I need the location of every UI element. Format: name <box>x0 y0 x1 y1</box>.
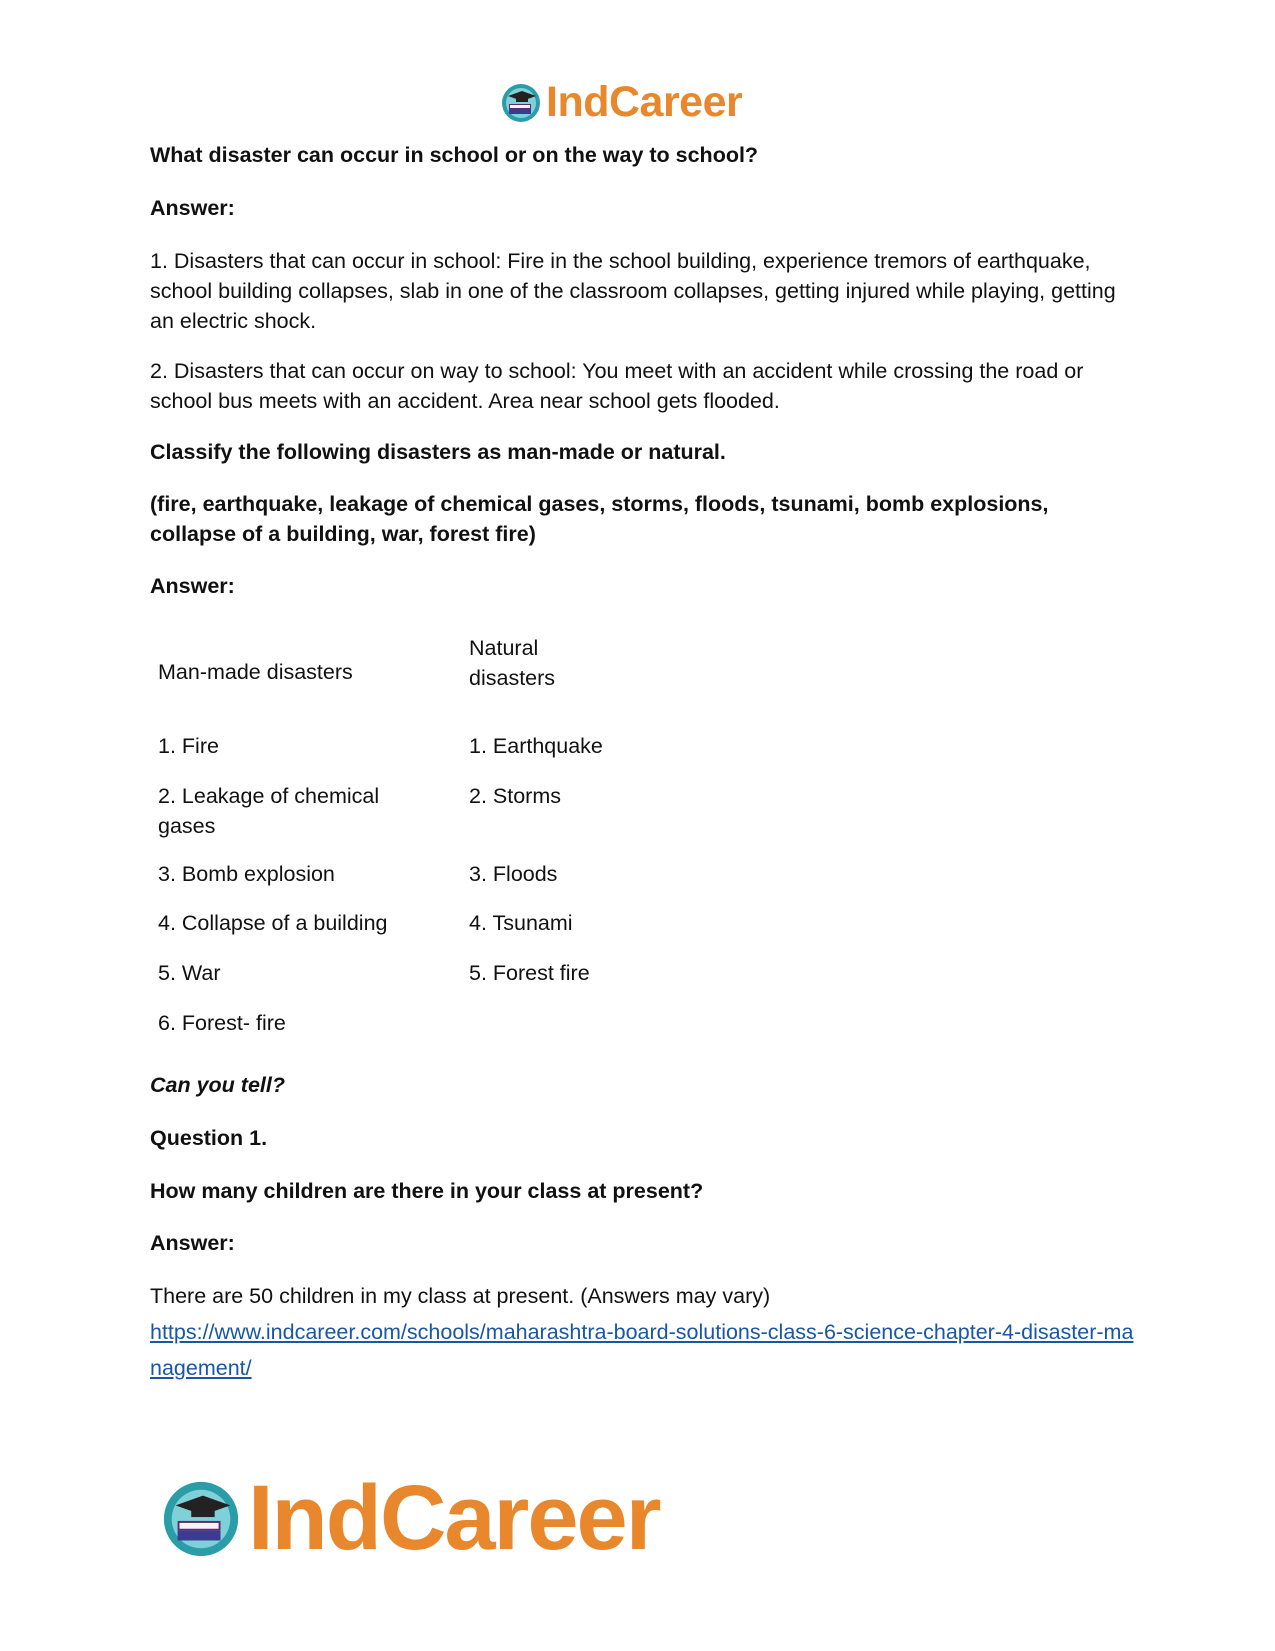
section-heading: Can you tell? <box>150 1073 285 1097</box>
table-cell: 2. Leakage of chemical gases <box>158 784 380 838</box>
table-header-manmade: Man-made disasters <box>158 660 353 684</box>
table-cell: 1. Earthquake <box>469 734 603 758</box>
table-cell: 5. Forest fire <box>469 961 590 985</box>
table-cell: 1. Fire <box>158 734 219 758</box>
disaster-list: (fire, earthquake, leakage of chemical gases, storms, floods, tsunami, bomb explosions, collapse of a building, war, forest fire) <box>150 492 1049 546</box>
table-cell: 4. Tsunami <box>469 911 573 935</box>
answer-point: 2. Disasters that can occur on way to school: You meet with an accident while crossing the road or school bus meets with an accident. Area near school gets flooded. <box>150 359 1084 413</box>
answer-point: 1. Disasters that can occur in school: Fire in the school building, experience tremors of earthquake, school building collapses, slab in one of the classroom collapses, getting injured while playing, getting an electric shock. <box>150 249 1116 333</box>
table-cell: 2. Storms <box>469 784 561 808</box>
answer-label: Answer: <box>150 574 235 598</box>
source-link[interactable]: https://www.indcareer.com/schools/maharashtra-board-solutions-class-6-science-chapter-4-disaster-management/ <box>150 1320 1134 1380</box>
graduation-book-icon <box>160 1478 242 1560</box>
footer-logo <box>160 1466 660 1571</box>
answer-label: Answer: <box>150 196 235 220</box>
question-heading: What disaster can occur in school or on the way to school? <box>150 143 759 167</box>
question-heading: Classify the following disasters as man-made or natural. <box>150 440 726 464</box>
table-cell: 3. Floods <box>469 862 558 886</box>
graduation-book-icon <box>500 82 542 124</box>
answer-label: Answer: <box>150 1231 235 1255</box>
table-cell: 6. Forest- fire <box>158 1011 286 1035</box>
answer-text: There are 50 children in my class at present. (Answers may vary) <box>150 1284 771 1308</box>
table-header-natural: Natural disasters <box>469 636 556 690</box>
question-label: Question 1. <box>150 1126 268 1150</box>
brand-name: IndCareer <box>248 1467 660 1569</box>
question-heading: How many children are there in your class at present? <box>150 1179 704 1203</box>
table-cell: 3. Bomb explosion <box>158 862 335 886</box>
brand-name: IndCareer <box>546 78 743 126</box>
table-cell: 5. War <box>158 961 221 985</box>
header-logo <box>500 78 742 127</box>
table-cell: 4. Collapse of a building <box>158 911 388 935</box>
